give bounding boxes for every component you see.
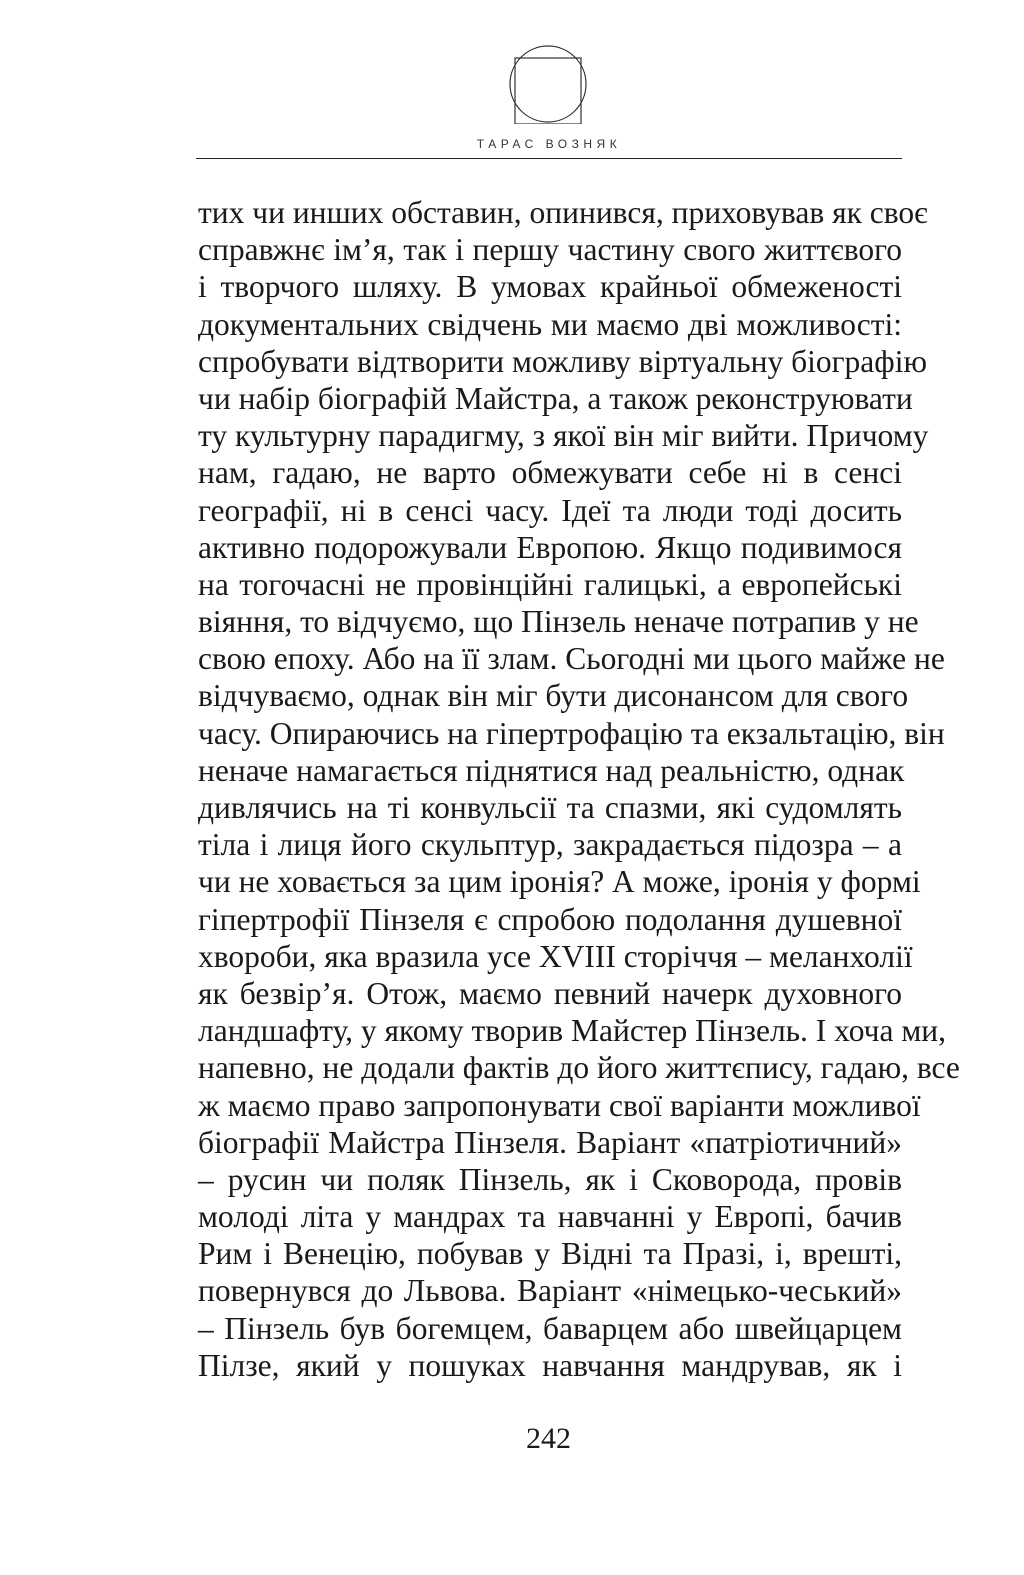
body-line: ж маємо право запропонувати свої варіанти можливої [198,1087,921,1123]
body-text [198,194,960,1384]
body-line: на тогочасні не провінційні галицькі, а европейські [198,566,902,602]
body-line: неначе намагається піднятися над реальністю, однак [198,752,905,788]
body-line: напевно, не додали фактів до його життєпису, гадаю, все [198,1050,960,1086]
body-line: тіла і лиця його скульптур, закрадається підозра – а [198,827,902,863]
header-rule [196,158,902,159]
circle-square-emblem-icon [508,44,588,124]
body-line: часу. Опираючись на гіпертрофацію та екзальтацію, він [198,715,945,751]
body-line: як безвір’я. Отож, маємо певний начерк духовного [198,975,902,1011]
body-line: відчуваємо, однак він міг бути дисонансом для свого [198,678,909,714]
body-line: тих чи инших обставин, опинився, приховував як своє [198,195,928,230]
running-head: ТАРАС ВОЗНЯК [476,137,622,151]
body-line: віяння, то відчуємо, що Пінзель неначе потрапив у не [198,604,919,640]
body-line: чи не ховається за цим іронія? А може, іронія у формі [198,864,921,900]
body-line: повернувся до Львова. Варіант «німецько-чеський» [198,1273,902,1309]
body-line: ту культурну парадигму, з якої він міг вийти. Причому [198,418,929,454]
body-line: хвороби, яка вразила усе XVIII сторіччя – меланхолії [198,938,913,974]
body-line: географії, ні в сенсі часу. Ідеї та люди тоді досить [198,492,902,528]
body-line: – русин чи поляк Пінзель, як і Сковорода, провів [198,1161,902,1197]
body-line: дивлячись на ті конвульсії та спазми, які судомлять [198,790,902,825]
body-line: справжнє ім’я, так і першу частину свого життєвого [198,232,902,268]
body-line: – Пінзель був богемцем, баварцем або швейцарцем [198,1310,902,1346]
body-line: нам, гадаю, не варто обмежувати себе ні в сенсі [198,455,902,491]
body-line: активно подорожували Европою. Якщо подивимося [198,529,902,565]
body-line: ландшафту, у якому творив Майстер Пінзель. І хоча ми, [198,1013,947,1049]
body-line: молоді літа у мандрах та навчанні у Европі, бачив [198,1199,902,1235]
body-line: документальних свідчень ми маємо дві можливості: [198,306,902,342]
body-line: і творчого шляху. В умовах крайньої обмеженості [198,269,902,305]
body-line: біографії Майстра Пінзеля. Варіант «патріотичний» [198,1124,902,1160]
body-line: Рим і Венецію, побував у Відні та Празі, і, врешті, [198,1236,902,1272]
page-number: 242 [526,1422,571,1455]
body-line: спробувати відтворити можливу віртуальну біографію [198,343,927,379]
body-line: чи набір біографій Майстра, а також реконструювати [198,380,913,416]
body-line: гіпертрофії Пінзеля є спробою подолання душевної [198,901,902,937]
body-line: Пілзе, який у пошуках навчання мандрував, як і [198,1347,902,1383]
body-line: свою епоху. Або на її злам. Сьогодні ми цього майже не [198,641,945,677]
